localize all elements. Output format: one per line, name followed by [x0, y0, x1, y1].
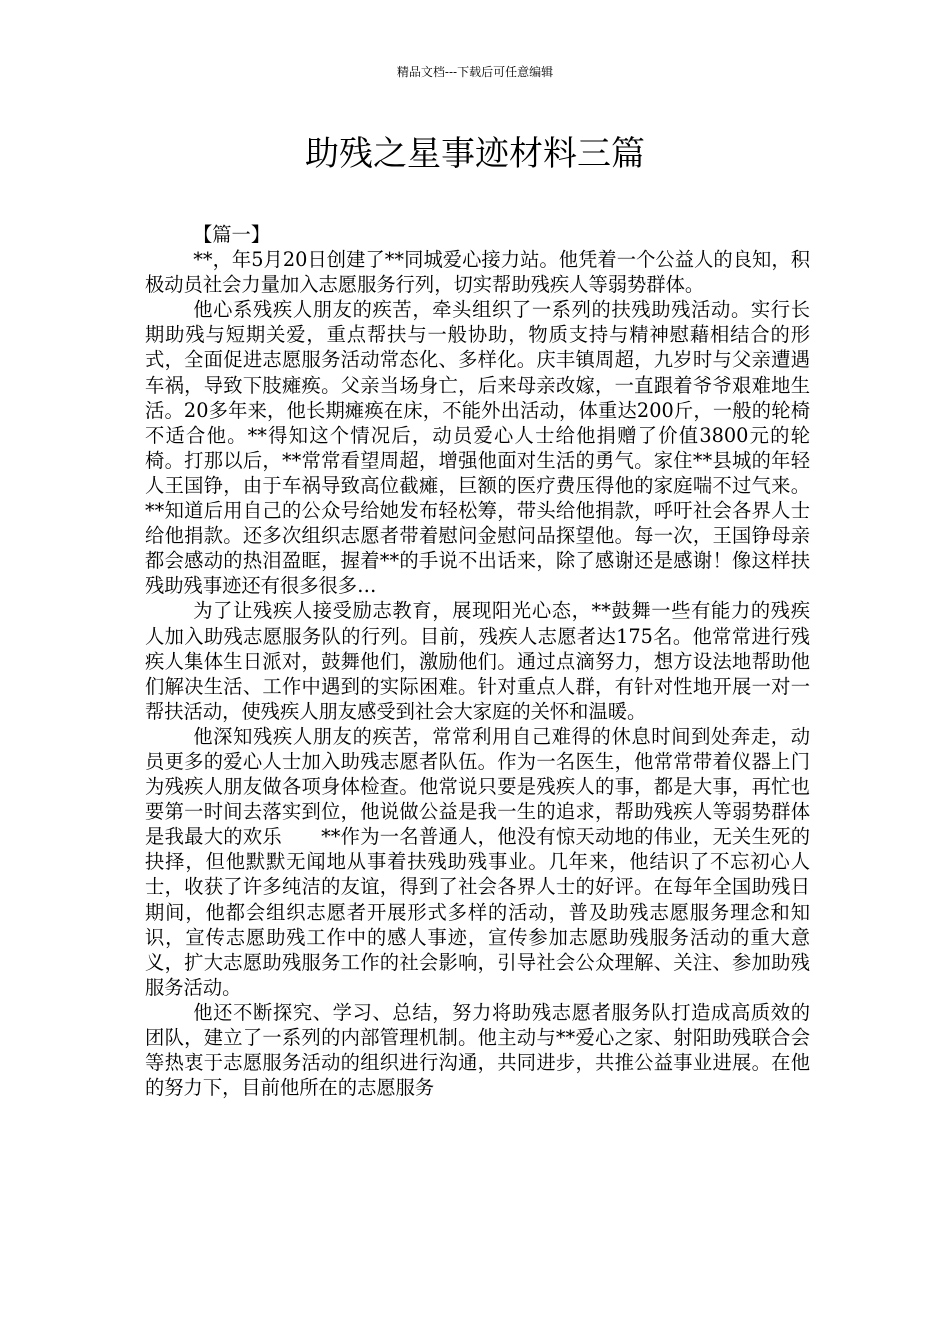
- paragraph-1: **，年5月20日创建了**同城爱心接力站。他凭着一个公益人的良知，积极动员社会力量加入志愿服务行列，切实帮助残疾人等弱势群体。: [145, 248, 810, 297]
- paragraph-5: 他还不断探究、学习、总结，努力将助残志愿者服务队打造成高质效的团队，建立了一系列的内部管理机制。他主动与**爱心之家、射阳助残联合会等热衷于志愿服务活动的组织进行沟通，共同进步，共推公益事业进展。在他的努力下，目前他所在的志愿服务: [145, 1000, 810, 1100]
- paragraph-4: 他深知残疾人朋友的疾苦，常常利用自己难得的休息时间到处奔走，动员更多的爱心人士加入助残志愿者队伍。作为一名医生，他常常带着仪器上门为残疾人朋友做各项身体检查。他常说只要是残疾人的事，都是大事，再忙也要第一时间去落实到位，他说做公益是我一生的追求，帮助残疾人等弱势群体是我最大的欢乐 **作为一名普通人，他没有惊天动地的伟业，无关生死的抉择，但他默默无闻地从事着扶残助残事业。几年来，他结识了不忘初心人士，收获了许多纯洁的友谊，得到了社会各界人士的好评。在每年全国助残日期间，他都会组织志愿者开展形式多样的活动，普及助残志愿服务理念和知识，宣传志愿助残工作中的感人事迹，宣传参加志愿助残服务活动的重大意义，扩大志愿助残服务工作的社会影响，引导社会公众理解、关注、参加助残服务活动。: [145, 724, 810, 999]
- paragraph-3: 为了让残疾人接受励志教育，展现阳光心态，**鼓舞一些有能力的残疾人加入助残志愿服务队的行列。目前，残疾人志愿者达175名。他常常进行残疾人集体生日派对，鼓舞他们，激励他们。通过点滴努力，想方设法地帮助他们解决生活、工作中遇到的实际困难。针对重点人群，有针对性地开展一对一帮扶活动，使残疾人朋友感受到社会大家庭的关怀和温暖。: [145, 599, 810, 723]
- section-label: 【篇一】: [193, 223, 271, 246]
- paragraph-2: 他心系残疾人朋友的疾苦，牵头组织了一系列的扶残助残活动。实行长期助残与短期关爱，重点帮扶与一般协助，物质支持与精神慰藉相结合的形式，全面促进志愿服务活动常态化、多样化。庆丰镇周超，九岁时与父亲遭遇车祸，导致下肢瘫痪。父亲当场身亡，后来母亲改嫁，一直跟着爷爷艰难地生活。20多年来，他长期瘫痪在床，不能外出活动，体重达200斤，一般的轮椅不适合他。**得知这个情况后，动员爱心人士给他捐赠了价值3800元的轮椅。打那以后，**常常看望周超，增强他面对生活的勇气。家住**县城的年轻人王国铮，由于车祸导致高位截瘫，巨额的医疗费压得他的家庭喘不过气来。**知道后用自己的公众号给她发布轻松筹，带头给他捐款，呼吁社会各界人士给他捐款。还多次组织志愿者带着慰问金慰问品探望他。每一次，王国铮母亲都会感动的热泪盈眶，握着**的手说不出话来，除了感谢还是感谢！像这样扶残助残事迹还有很多很多…: [145, 298, 810, 598]
- page-header-watermark: 精品文档---下载后可任意编辑: [396, 65, 554, 79]
- document-title: 助残之星事迹材料三篇: [305, 134, 645, 174]
- document-body: [145, 222, 810, 1100]
